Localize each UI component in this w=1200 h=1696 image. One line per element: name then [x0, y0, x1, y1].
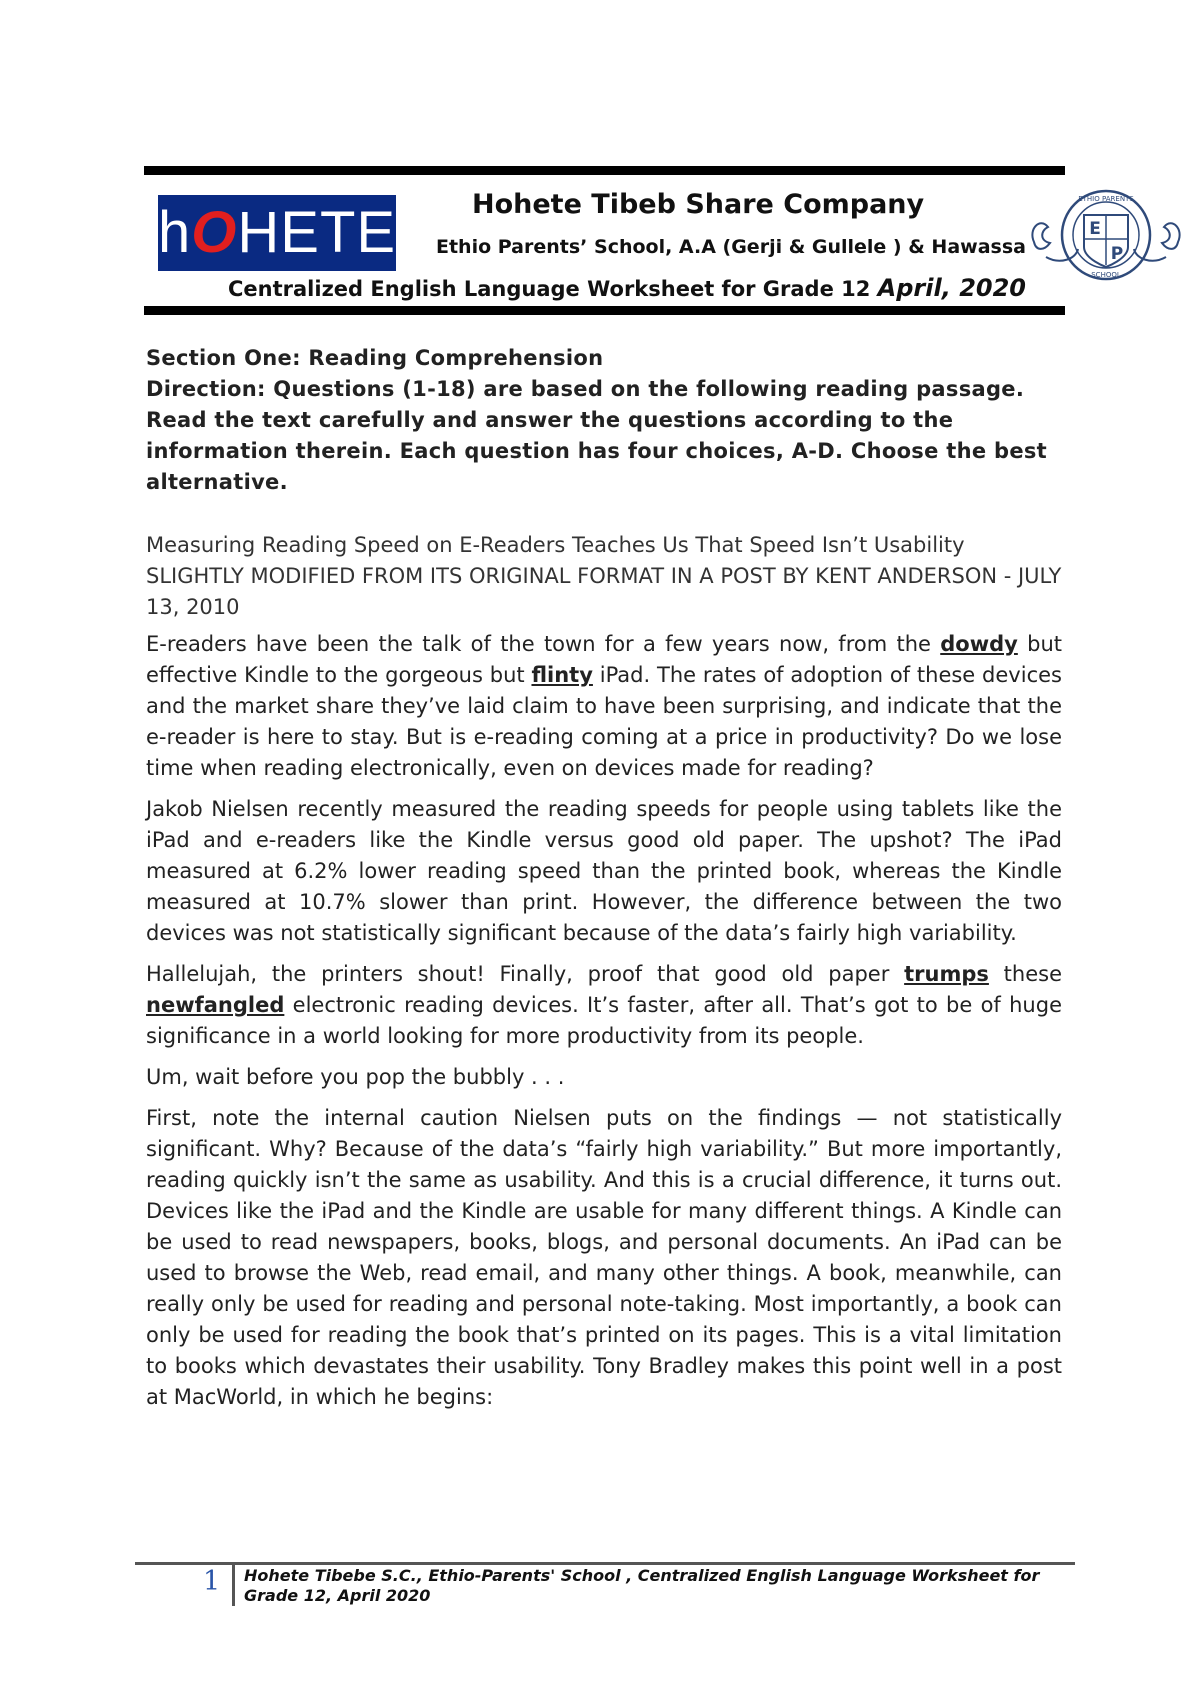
vocab-word-trumps: trumps: [904, 962, 989, 986]
seal-letter-p: P: [1110, 244, 1124, 264]
vocab-word-newfangled: newfangled: [146, 993, 285, 1017]
page-number: 1: [203, 1566, 221, 1597]
worksheet-date: April, 2020: [877, 274, 1026, 302]
seal-ring-text: ETHIO PARENTS: [1078, 195, 1134, 203]
hohete-logo: hOHETE: [158, 195, 396, 271]
passage-byline: SLIGHTLY MODIFIED FROM ITS ORIGINAL FORMAT IN A POST BY KENT ANDERSON - JULY 13, 2010: [146, 564, 1062, 619]
company-name: Hohete Tibeb Share Company: [472, 189, 925, 220]
school-locations: Ethio Parents’ School, A.A (Gerji & Gullele ) & Hawassa: [436, 236, 1026, 258]
footer-divider: [232, 1565, 235, 1606]
passage-title: Measuring Reading Speed on E-Readers Teaches Us That Speed Isn’t Usability: [146, 533, 965, 557]
header-bottom-rule: [144, 306, 1065, 315]
paragraph-2: Jakob Nielsen recently measured the reading speeds for people using tablets like the iPad and e-readers like the Kindle versus good old paper. The upshot? The iPad measured at 6.2% lower reading speed than the printed book, whereas the Kindle measured at 10.7% slower than print. However, the difference between the two devices was not statistically significant because of the data’s fairly high variability.: [146, 797, 1062, 945]
passage-heading: [146, 530, 1062, 623]
paragraph-5: First, note the internal caution Nielsen puts on the findings — not statistically significant. Why? Because of the data’s “fairly high variability.” But more importantly, reading quickly isn’t the same as usability. And this is a crucial difference, it turns out. Devices like the iPad and the Kindle are usable for many different things. A Kindle can be used to read newspapers, books, blogs, and personal documents. An iPad can be used to browse the Web, read email, and many other things. A book, meanwhile, can really only be used for reading and personal note-taking. Most importantly, a book can only be used for reading the book that’s printed on its pages. This is a vital limitation to books which devastates their usability. Tony Bradley makes this point well in a post at MacWorld, in which he begins:: [146, 1106, 1062, 1409]
worksheet-content: [146, 343, 1062, 1423]
worksheet-label: Centralized English Language Worksheet for Grade 12: [228, 277, 871, 301]
section-title: Section One: Reading Comprehension: [146, 346, 604, 370]
footer-rule: [135, 1562, 1075, 1565]
worksheet-title: [228, 274, 1026, 302]
seal-bottom-text: SCHOOL: [1091, 271, 1121, 279]
vocab-word-flinty: flinty: [531, 663, 593, 687]
paragraph-3: Hallelujah, the printers shout! Finally, proof that good old paper trumps these newfangled electronic reading devices. It’s faster, after all. That’s got to be of huge significance in a world looking for more productivity from its people.: [146, 962, 1062, 1048]
seal-letter-e: E: [1089, 219, 1101, 239]
paragraph-1: E-readers have been the talk of the town for a few years now, from the dowdy but effective Kindle to the gorgeous but flinty iPad. The rates of adoption of these devices and the market share they’ve laid claim to have been surprising, and indicate that the e-reader is here to stay. But is e-reading coming at a price in productivity? Do we lose time when reading electronically, even on devices made for reading?: [146, 632, 1062, 780]
paragraph-4: Um, wait before you pop the bubbly . . .: [146, 1065, 565, 1089]
section-direction: Direction: Questions (1-18) are based on the following reading passage. Read the text carefully and answer the questions according to the information therein. Each question has four choices, A-D. Choose the best alternative.: [146, 377, 1048, 494]
school-seal-logo: [1026, 187, 1186, 287]
vocab-word-dowdy: dowdy: [940, 632, 1018, 656]
footer-text: Hohete Tibebe S.C., Ethio-Parents' School , Centralized English Language Worksheet for Grade 12, April 2020: [244, 1566, 1040, 1605]
header-top-rule: [144, 166, 1065, 175]
